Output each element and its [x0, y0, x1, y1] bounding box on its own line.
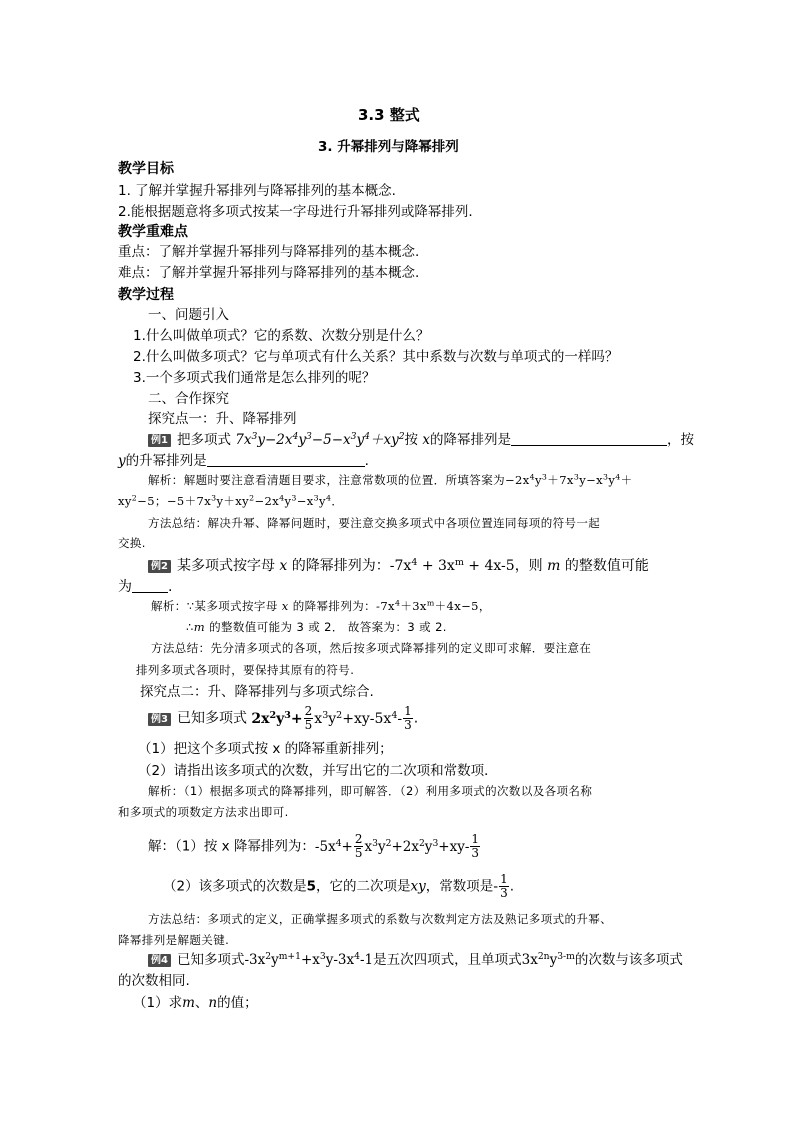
ex1-var-x: x: [422, 432, 430, 448]
example-3-method-cont: 降幂排列是解题关键.: [118, 933, 230, 947]
ex1-end: .: [364, 453, 369, 469]
ex1-var-y: y: [118, 453, 126, 469]
ex4-monomial: $3x^{2n}y^{3-m}$: [521, 950, 575, 968]
example-2-method: 方法总结：先分清多项式的各项，然后按多项式降幂排列的定义即可求解．要注意在: [151, 641, 592, 655]
example-1-method: 方法总结：解决升幂、降幂问题时，要注意交换多项式中各项位置连同每项的符号一起: [148, 516, 601, 530]
example-1-method-cont: 交换.: [118, 536, 146, 550]
frac-num: 2: [354, 832, 363, 846]
answer-blank-2[interactable]: [207, 466, 365, 467]
frac-num: 1: [471, 832, 480, 846]
question-2: 2.什么叫做多项式？它与单项式有什么关系？其中系数与次数与单项式的一样吗？: [133, 349, 619, 365]
ex1-lead: 把多项式: [176, 432, 231, 448]
ex4-q1-n: n: [208, 995, 218, 1011]
ex2-conclusion-var-m: m: [193, 620, 206, 634]
ex3-sol1-label: 解：（1）按 x 降幂排列为：: [148, 838, 315, 855]
ex4-q1-a: （1）求: [133, 995, 183, 1011]
ex3-sol2-term: xy: [410, 878, 426, 895]
ex2-stem-f: .: [168, 579, 173, 595]
ex1-mid: 按: [404, 432, 419, 448]
ex2-analysis-b: 的降幂排列为：: [292, 599, 377, 613]
example-3-q1: （1）把这个多项式按 x 的降幂重新排列；: [138, 741, 393, 757]
example-3-badge: 例3: [148, 713, 171, 726]
example-3-method: 方法总结：多项式的定义，正确掌握多项式的系数与次数判定方法及熟记多项式的升幂、: [148, 912, 613, 926]
frac-den: 5: [304, 718, 313, 732]
frac-den: 3: [404, 718, 412, 732]
ex3-sol1-expr-b: $x^3y^2+2x^2y^3+xy-$: [364, 837, 470, 855]
heading-keypoints: 教学重难点: [118, 224, 188, 240]
fraction-one-third: [403, 705, 413, 732]
frac-den: 5: [354, 846, 363, 860]
ex1-answer-1b: $xy^2-5$；$-5+7x^3y+xy^2-2x^4y^3-x^3y^4$: [118, 493, 332, 508]
ex2-stem-a: 某多项式按字母: [176, 558, 275, 574]
answer-blank-1[interactable]: [511, 445, 667, 446]
frac-den: 3: [500, 886, 508, 900]
ex1-tail2: ，按: [666, 432, 694, 448]
example-4-stem-cont: 的次数相同.: [118, 973, 190, 989]
heading-process: 教学过程: [118, 287, 174, 303]
example-3-analysis: 解析：（1）根据多项式的降幂排列，即可解答．（2）利用多项式的次数以及各项名称: [148, 784, 593, 798]
ex2-stem-b: 的降幂排列为：: [291, 558, 390, 574]
ex3-sol1-expr: $-5x^4+$: [314, 837, 353, 855]
example-2-conclusion: [186, 621, 447, 634]
ex2-polynomial: $-7x^4 + 3x^m + 4x-5$: [389, 556, 515, 574]
example-3-solution-1: [148, 833, 481, 860]
example-4-q1: [133, 996, 258, 1012]
ex2-analysis-polynomial: $-7x^4+3x^m+4x-5$，: [376, 598, 491, 613]
example-3-q2: （2）请指出该多项式的次数，并写出它的二次项和常数项．: [138, 763, 498, 779]
example-1-badge: 例1: [148, 434, 171, 447]
ex2-stem-c: ，则: [514, 558, 543, 574]
part-1-heading: 一、问题引入: [148, 307, 229, 323]
polynomial-1: $7x^3y-2x^4y^3-5-x^3y^4+xy^2$: [235, 430, 405, 448]
ex4-q1-m: m: [182, 995, 195, 1011]
example-4-badge: 例4: [148, 954, 171, 967]
fraction-one-third: [470, 833, 480, 860]
ex4-q1-b: 的值；: [217, 995, 258, 1011]
frac-den: 3: [471, 846, 480, 860]
ex4-stem-a: 已知多项式: [176, 952, 245, 968]
example-1-stem-cont: [118, 454, 369, 470]
explore-point-2: 探究点二：升、降幂排列与多项式综合.: [140, 684, 374, 700]
ex2-analysis-a: 解析：∵某多项式按字母: [151, 599, 278, 613]
goal-item-1: 1. 了解并掌握升幂排列与降幂排列的基本概念.: [118, 183, 396, 199]
ex1-tail3: 的升幂排列是: [125, 453, 207, 469]
answer-blank-3[interactable]: [132, 592, 168, 593]
ex4-polynomial: $-3x^2y^{m+1}+x^3y-3x^4-1$: [244, 950, 374, 968]
frac-num: 1: [500, 872, 508, 886]
explore-point-1: 探究点一：升、降幂排列: [148, 411, 297, 427]
ex2-var-x: x: [279, 558, 288, 574]
example-2-analysis: [151, 600, 491, 613]
fraction-one-third: [499, 873, 509, 900]
example-1-analysis: [148, 474, 633, 487]
example-2-method-cont: 排列多项式各项时，要保持其原有的符号.: [136, 663, 355, 677]
ex4-stem-b: 是五次四项式，且单项式: [373, 952, 522, 968]
question-3: 3.一个多项式我们通常是怎么排列的呢？: [133, 370, 376, 386]
example-4-stem: [148, 950, 683, 969]
example-2-badge: 例2: [148, 560, 171, 573]
ex2-stem-d: 的整数值可能: [564, 558, 649, 574]
question-1: 1.什么叫做单项式？它的系数、次数分别是什么？: [133, 328, 430, 344]
fraction-two-fifths: [304, 705, 314, 732]
key-point: 重点：了解并掌握升幂排列与降幂排列的基本概念.: [118, 244, 420, 260]
example-3-analysis-cont: 和多项式的项数定方法求出即可.: [118, 805, 289, 819]
example-2-stem: [148, 558, 649, 574]
example-3-stem: 例3 已知多项式 $2x^2y^3+$ $\frac{2}{5}$ $x^3y^2+xy-5x^4-$ $\frac{1}{3}$ .: [148, 705, 418, 732]
ex1-tail1: 的降幂排列是: [429, 432, 511, 448]
ex2-analysis-c: ∴: [186, 620, 194, 634]
frac-num: 1: [404, 704, 412, 718]
ex2-stem-e: 为: [118, 579, 132, 595]
difficult-point: 难点：了解并掌握升幂排列与降幂排列的基本概念.: [118, 265, 420, 281]
ex3-polynomial: $2x^2y^3+$: [251, 709, 303, 727]
ex1-analysis-b: ．: [331, 494, 344, 508]
ex3-sol2-b: ，它的二次项是: [316, 878, 411, 895]
frac-num: 2: [304, 704, 313, 718]
part-2-heading: 二、合作探究: [148, 391, 229, 407]
ex3-polynomial-b: $x^3y^2+xy-5x^4-$: [314, 709, 403, 727]
page-title: 3.3 整式: [358, 106, 420, 124]
ex2-var-m: m: [547, 558, 561, 574]
heading-goals: 教学目标: [118, 161, 174, 177]
ex1-answer-1a: $-2x^4y^3+7x^3y-x^3y^4+$: [505, 472, 633, 487]
ex3-sol2-c: ，常数项是: [425, 878, 494, 895]
example-1-analysis-cont: [118, 495, 343, 508]
example-2-stem-cont: [118, 579, 172, 595]
example-3-solution-2: （2）该多项式的次数是5，它的二次项是xy，常数项是- $\frac{1}{3}$ .: [163, 872, 515, 900]
ex3-stem: 已知多项式: [176, 710, 247, 727]
goal-item-2: 2.能根据题意将多项式按某一字母进行升幂排列或降幂排列.: [118, 204, 473, 220]
ex3-sol2-a: （2）该多项式的次数是: [163, 878, 307, 895]
ex2-analysis-d: 的整数值可能为 3 或 2． 故答案为：3 或 2.: [209, 620, 447, 634]
ex4-q1-sep: 、: [194, 995, 209, 1011]
section-subtitle: 3. 升幂排列与降幂排列: [318, 139, 459, 155]
ex4-stem-c: 的次数与该多项式: [574, 952, 683, 968]
ex1-analysis-a: 解析：解题时要注意看清题目要求，注意常数项的位置．所填答案为: [148, 473, 505, 487]
fraction-two-fifths: [354, 833, 364, 860]
ex3-sol2-degree: 5: [306, 878, 316, 895]
ex2-analysis-var-x: x: [281, 599, 289, 613]
example-1-stem: [148, 430, 694, 449]
